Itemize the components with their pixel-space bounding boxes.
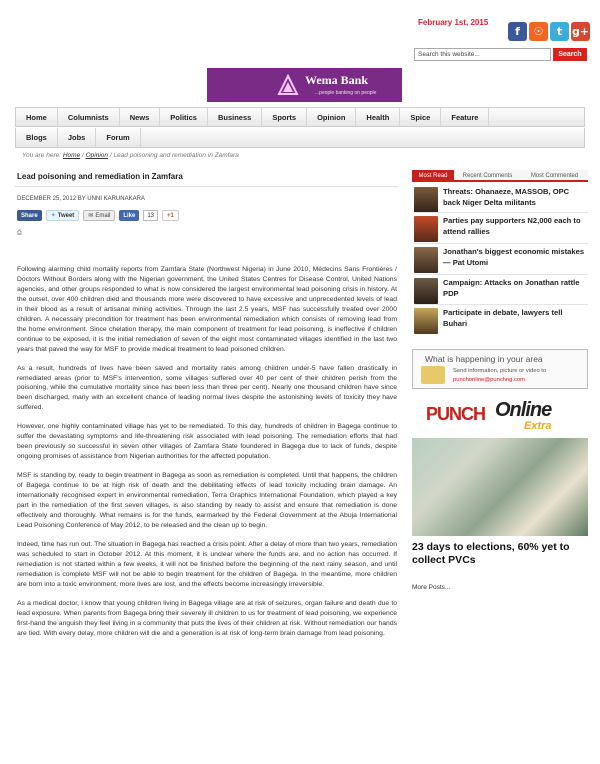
- banner-title: Wema Bank: [305, 73, 369, 87]
- title-divider: [15, 186, 398, 187]
- nav-business[interactable]: Business: [208, 108, 262, 126]
- headline-item[interactable]: [414, 278, 588, 304]
- headline-thumbnail: [414, 278, 438, 304]
- article-byline: DECEMBER 25, 2012 BY UNNI KARUNAKARA: [17, 196, 145, 202]
- social-links: [508, 22, 590, 41]
- extra-logo-extra: Extra: [524, 420, 552, 432]
- nav-politics[interactable]: Politics: [160, 108, 208, 126]
- nav-home[interactable]: Home: [16, 108, 58, 126]
- google-plus-one-button[interactable]: +1: [162, 210, 179, 221]
- more-posts-link[interactable]: More Posts...: [412, 584, 451, 591]
- search-button[interactable]: Search: [553, 48, 587, 61]
- extra-photo[interactable]: [412, 438, 588, 536]
- tab-most-read[interactable]: Most Read: [412, 170, 454, 180]
- headline-item[interactable]: [414, 216, 588, 242]
- nav-jobs[interactable]: Jobs: [58, 128, 97, 147]
- article-paragraph: Following alarming child mortality reports from Zamfara State (Northwest Nigeria) in June 2010, Médecins Sans Frontières / Doctors Without Borders along with the Nigerian government, the United States Centres for Disease Control, United Nations agencies, and other groups responded to what is now considered the largest environmental lead poisoning crisis in history. At the outset, over 400 children died and thousands more were discovered to have excessive and unprecedented levels of lead in their blood as a result of artisanal mining activities. Through the last 2.5 years, MSF has successfully treated over 2000 children. A necessary precondition for treatment has been environmental remediation which consists of removing lead from the home environment. Since chelation therapy, the main component of treatment for lead poisoning, is ineffective if children continue to be exposed, it is the initial remediation of seven of the eight most contaminated villages identified in the last two years that paved the way for MSF to provide medical treatment to lead poisoned children.: [17, 266, 397, 353]
- breadcrumb-separator: /: [80, 152, 86, 159]
- breadcrumb-separator: /: [108, 152, 114, 159]
- news-tip-title: What is happening in your area: [425, 354, 543, 364]
- headline-thumbnail: [414, 247, 438, 273]
- tab-most-commented[interactable]: Most Commented: [521, 170, 588, 180]
- article-paragraph: As a result, hundreds of lives have been saved and mortality rates among children under-5 have fallen drastically in remediated areas (prior to MSF's intervention, some villages suffered over 40 per cent of their children perish from the poisoning, while the cumulative mortality since has been less than three per cent). Nearly one thousand children have since been discharged, many with an excellent chance of leading normal lives despite the astonishing levels of toxicity they have suffered.: [17, 364, 397, 412]
- google-plus-icon[interactable]: g+: [571, 22, 590, 41]
- page-date: February 1st, 2015: [418, 18, 489, 27]
- banner-tagline: ...people banking on people: [315, 90, 377, 96]
- article-paragraph: However, one highly contaminated village has yet to be remediated. To this day, hundreds of children in Bagega continue to suffer the devastating symptoms and life-threatening risk associated with lead poisoning. The remediation efforts that had been previously so successful in seven other villages of Zamfara State foundered in Bagega due to lack of funds, despite ongoing promises of assistance from Nigerian authorities for the affected population.: [17, 423, 397, 461]
- wema-logo-icon: [277, 74, 299, 96]
- like-label: Like: [123, 212, 136, 219]
- extra-caption[interactable]: 23 days to elections, 60% yet to collect PVCs: [412, 541, 570, 566]
- headline-item[interactable]: [414, 187, 588, 213]
- article-paragraph: MSF is standing by, ready to begin treatment in Bagega as soon as remediation is completed. Until that happens, the children of Bagega continue to be at high risk of death and the debilitating effects of lead toxicity including brain damage. An internationally recognised expert in environmental remediation, Terra Graphics International Foundation, which played a key part in the remediation of the first seven villages, is also standing by ready to assist and ensure that remediation is done effectively and thoroughly. What remains is for the funds, earmarked by the Federal Government at the Abuja International Lead Poisoning Conference of May 2012, to be released and the clean up to begin.: [17, 472, 397, 529]
- nav-health[interactable]: Health: [356, 108, 400, 126]
- search-form: [414, 48, 587, 61]
- nav-opinion[interactable]: Opinion: [307, 108, 356, 126]
- headline-text[interactable]: Threats: Ohanaeze, MASSOB, OPC back Niger Delta militants: [443, 187, 570, 207]
- nav-forum[interactable]: Forum: [96, 128, 140, 147]
- camera-icon: [421, 366, 445, 384]
- headline-text[interactable]: Campaign: Attacks on Jonathan rattle PDP: [443, 278, 580, 298]
- twitter-icon[interactable]: t: [550, 22, 569, 41]
- nav-spice[interactable]: Spice: [400, 108, 441, 126]
- headline-text[interactable]: Parties pay supporters N2,000 each to attend rallies: [443, 216, 581, 236]
- wema-bank-banner[interactable]: [207, 68, 402, 102]
- facebook-icon[interactable]: f: [508, 22, 527, 41]
- tweet-label: Tweet: [57, 212, 75, 219]
- facebook-like-button[interactable]: [119, 210, 139, 221]
- facebook-share-label: Share: [21, 212, 38, 219]
- email-label: Email: [95, 212, 111, 219]
- breadcrumb: [22, 152, 239, 159]
- search-input[interactable]: Search this website...: [414, 48, 551, 61]
- breadcrumb-current: Lead poisoning and remediation in Zamfara: [113, 152, 239, 159]
- headline-divider: [414, 212, 588, 213]
- article-paragraph: As a medical doctor, I know that young children living in Bagega village are at risk of seizures, organ failure and death due to lead exposure. When parents from Bagega bring their severely ill children to us for treatment of lead poisoning, we experience first-hand the anguish they feel living in a community that puts the lives of their children at risk. Without remediation our hands are tied. With every delay, more children will die and a generation is at risk of long-term brain damage from lead poisoning.: [17, 599, 397, 637]
- nav-sports[interactable]: Sports: [262, 108, 307, 126]
- tweet-button[interactable]: [46, 210, 80, 221]
- headline-divider: [414, 304, 588, 305]
- extra-logo-punch: PUNCH: [426, 404, 486, 424]
- punch-online-extra[interactable]: [412, 398, 588, 540]
- print-icon[interactable]: ⎙: [17, 230, 22, 236]
- headline-thumbnail: [414, 216, 438, 242]
- secondary-nav: [15, 128, 585, 148]
- headline-divider: [414, 274, 588, 275]
- sidebar-tabs: [412, 170, 588, 182]
- nav-columnists[interactable]: Columnists: [58, 108, 120, 126]
- breadcrumb-home[interactable]: Home: [62, 152, 81, 159]
- nav-blogs[interactable]: Blogs: [16, 128, 58, 147]
- envelope-icon: ✉: [88, 213, 94, 219]
- article-body: [17, 265, 397, 647]
- headline-item[interactable]: [414, 308, 588, 334]
- rss-icon[interactable]: ☉: [529, 22, 548, 41]
- headline-text[interactable]: Jonathan's biggest economic mistakes — Pat Utomi: [443, 247, 585, 267]
- breadcrumb-prefix: You are here:: [22, 152, 62, 159]
- nav-news[interactable]: News: [120, 108, 161, 126]
- news-tip-line: Send information, picture or video to: [453, 368, 547, 374]
- headline-thumbnail: [414, 308, 438, 334]
- nav-feature[interactable]: Feature: [441, 108, 489, 126]
- email-button[interactable]: [83, 210, 115, 221]
- headline-divider: [414, 243, 588, 244]
- like-count: 13: [143, 210, 158, 221]
- headline-text[interactable]: Participate in debate, lawyers tell Buhari: [443, 308, 563, 328]
- headline-thumbnail: [414, 187, 438, 213]
- news-tip-ad[interactable]: [412, 349, 588, 389]
- headline-item[interactable]: [414, 247, 588, 273]
- main-nav: [15, 107, 585, 127]
- breadcrumb-opinion[interactable]: Opinion: [85, 152, 109, 159]
- twitter-bird-icon: ✦: [50, 213, 56, 219]
- article-paragraph: Indeed, time has run out. The situation in Bagega has reached a crisis point. After a delay of more than two years, remediation was scheduled to start in October 2012. At this moment, it is unclear where the funds are, and no action has occurred. If remediation is not started within a few weeks, it will not be finished before the beginning of the next rainy season, and until remediation is complete MSF will not be able to begin treatment for the children of Bagega. In the meantime, more children are born into a toxic environment, more lives are lost, and the effects become increasingly irreversible.: [17, 540, 397, 588]
- tab-recent-comments[interactable]: Recent Comments: [454, 170, 521, 180]
- facebook-share-button[interactable]: [17, 210, 42, 221]
- article-title: Lead poisoning and remediation in Zamfara: [17, 172, 183, 181]
- news-tip-email[interactable]: punchonline@punchng.com: [453, 377, 525, 383]
- share-bar: [17, 210, 179, 221]
- extra-logo-online: Online: [495, 399, 552, 421]
